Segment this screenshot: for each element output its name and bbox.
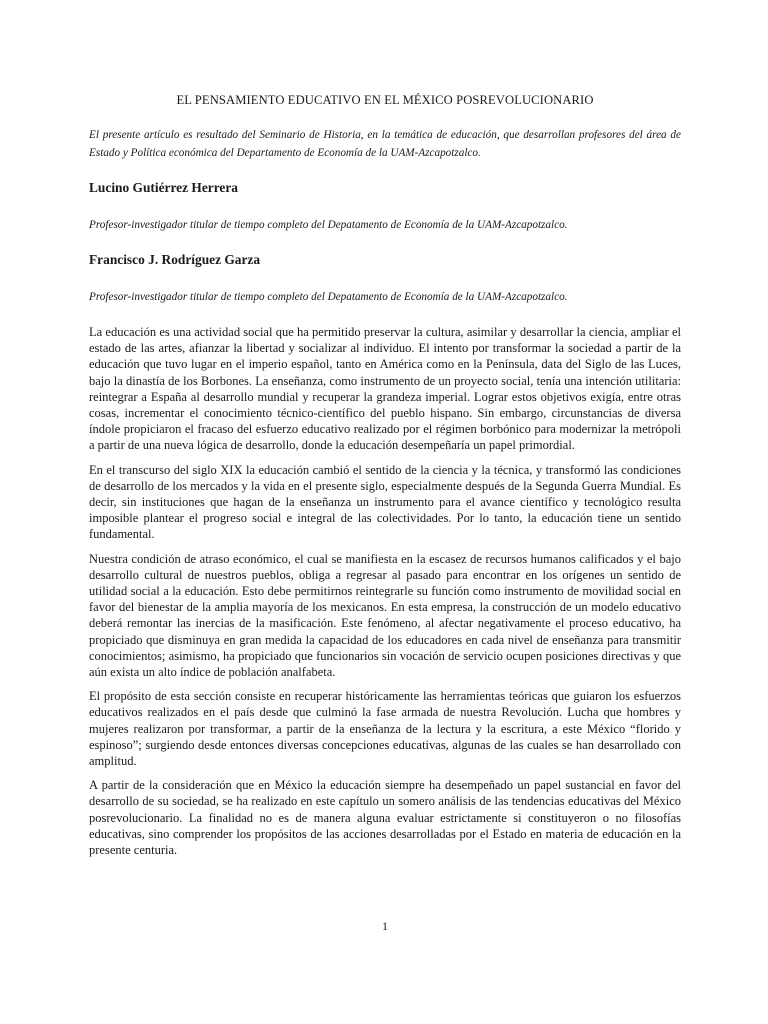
paragraph-3: Nuestra condición de atraso económico, el cual se manifiesta en la escasez de recursos humanos calificados y el bajo desarrollo cultural de nuestros pueblos, obliga a regresar al pasado para encontrar en los orígenes un sentido de utilidad social a la educación. Esto debe permitirnos reintegrarle su función como instrumento de movilidad social en favor del bienestar de la amplia mayoría de los mexicanos. En esta empresa, la construcción de un modelo educativo deberá remontar las inercias de la masificación. Este fenómeno, al afectar negativamente el proceso educativo, ha propiciado que disminuya en gran medida la capacidad de los educadores en cada nivel de enseñanza para transmitir conocimientos; asimismo, ha propiciado que funcionarios sin vocación de servicio ocupen posiciones directivas y que aún exista un alto índice de población analfabeta. xyxy=(89,551,681,680)
paragraph-1: La educación es una actividad social que ha permitido preservar la cultura, asimilar y desarrollar la ciencia, ampliar el estado de las artes, afianzar la libertad y socializar al individuo. El intento por transformar la sociedad a partir de la educación que tuvo lugar en el imperio español, tanto en América como en la Península, data del Siglo de las Luces, bajo la dinastía de los Borbones. La enseñanza, como instrumento de un proyecto social, tenía una intención utilitaria: reintegrar a España al desarrollo mundial y recuperar la grandeza imperial. Lograr estos objetivos exigía, entre otras cosas, incrementar el conocimiento técnico-científico del pueblo hispano. Sin embargo, circunstancias de diversa índole propiciaron el fracaso del esfuerzo educativo realizado por el régimen borbónico para modernizar la metrópoli a partir de una nueva lógica de desarrollo, donde la educación desempeñaría un papel primordial. xyxy=(89,325,681,453)
paragraph-4: El propósito de esta sección consiste en recuperar históricamente las herramientas teóricas que guiaron los esfuerzos educativos realizados en el país desde que culminó la fase armada de nuestra Revolución. Lucha que hombres y mujeres realizaron por transformar, a partir de la enseñanza de la lectura y la escritura, a este México “florido y espinoso”; surgiendo desde entonces diversas concepciones educativas, algunas de las cuales se han desarrollado con amplitud. xyxy=(89,689,681,769)
document-page xyxy=(89,0,681,1024)
body-text xyxy=(89,324,681,866)
author-affiliation-2: Profesor-investigador titular de tiempo completo del Depatamento de Economía de la UAM-Azcapotzalco. xyxy=(89,291,568,303)
paragraph-2: En el transcurso del siglo XIX la educación cambió el sentido de la ciencia y la técnica, y transformó las condiciones de desarrollo de los mercados y la vida en el presente siglo, especialmente después de la Segunda Guerra Mundial. Es decir, sin instituciones que hagan de la enseñanza un instrumento para el avance científico y tecnológico resulta imposible plantear el progreso social e integral de las colectividades. Por lo tanto, la educación tiene un sentido fundamental. xyxy=(89,462,681,542)
paragraph-5: A partir de la consideración que en México la educación siempre ha desempeñado un papel sustancial en favor del desarrollo de su sociedad, se ha realizado en este capítulo un somero análisis de las tendencias educativas del México posrevolucionario. La finalidad no es de manera alguna evaluar estrictamente si constituyeron o no filosofías educativas, sino comprender los propósitos de las acciones desarrolladas por el Estado en materia de educación en la presente centuria. xyxy=(89,778,681,858)
page-number: 1 xyxy=(382,919,388,933)
author-name-1: Lucino Gutiérrez Herrera xyxy=(89,180,238,195)
author-name-2: Francisco J. Rodríguez Garza xyxy=(89,252,261,267)
intro-note: El presente artículo es resultado del Seminario de Historia, en la temática de educación, que desarrollan profesores del área de Estado y Política económica del Departamento de Economía de la UAM-Azcapotzalco. xyxy=(89,129,681,159)
author-affiliation-1: Profesor-investigador titular de tiempo completo del Depatamento de Economía de la UAM-Azcapotzalco. xyxy=(89,219,568,231)
document-title: EL PENSAMIENTO EDUCATIVO EN EL MÉXICO POSREVOLUCIONARIO xyxy=(176,93,594,107)
